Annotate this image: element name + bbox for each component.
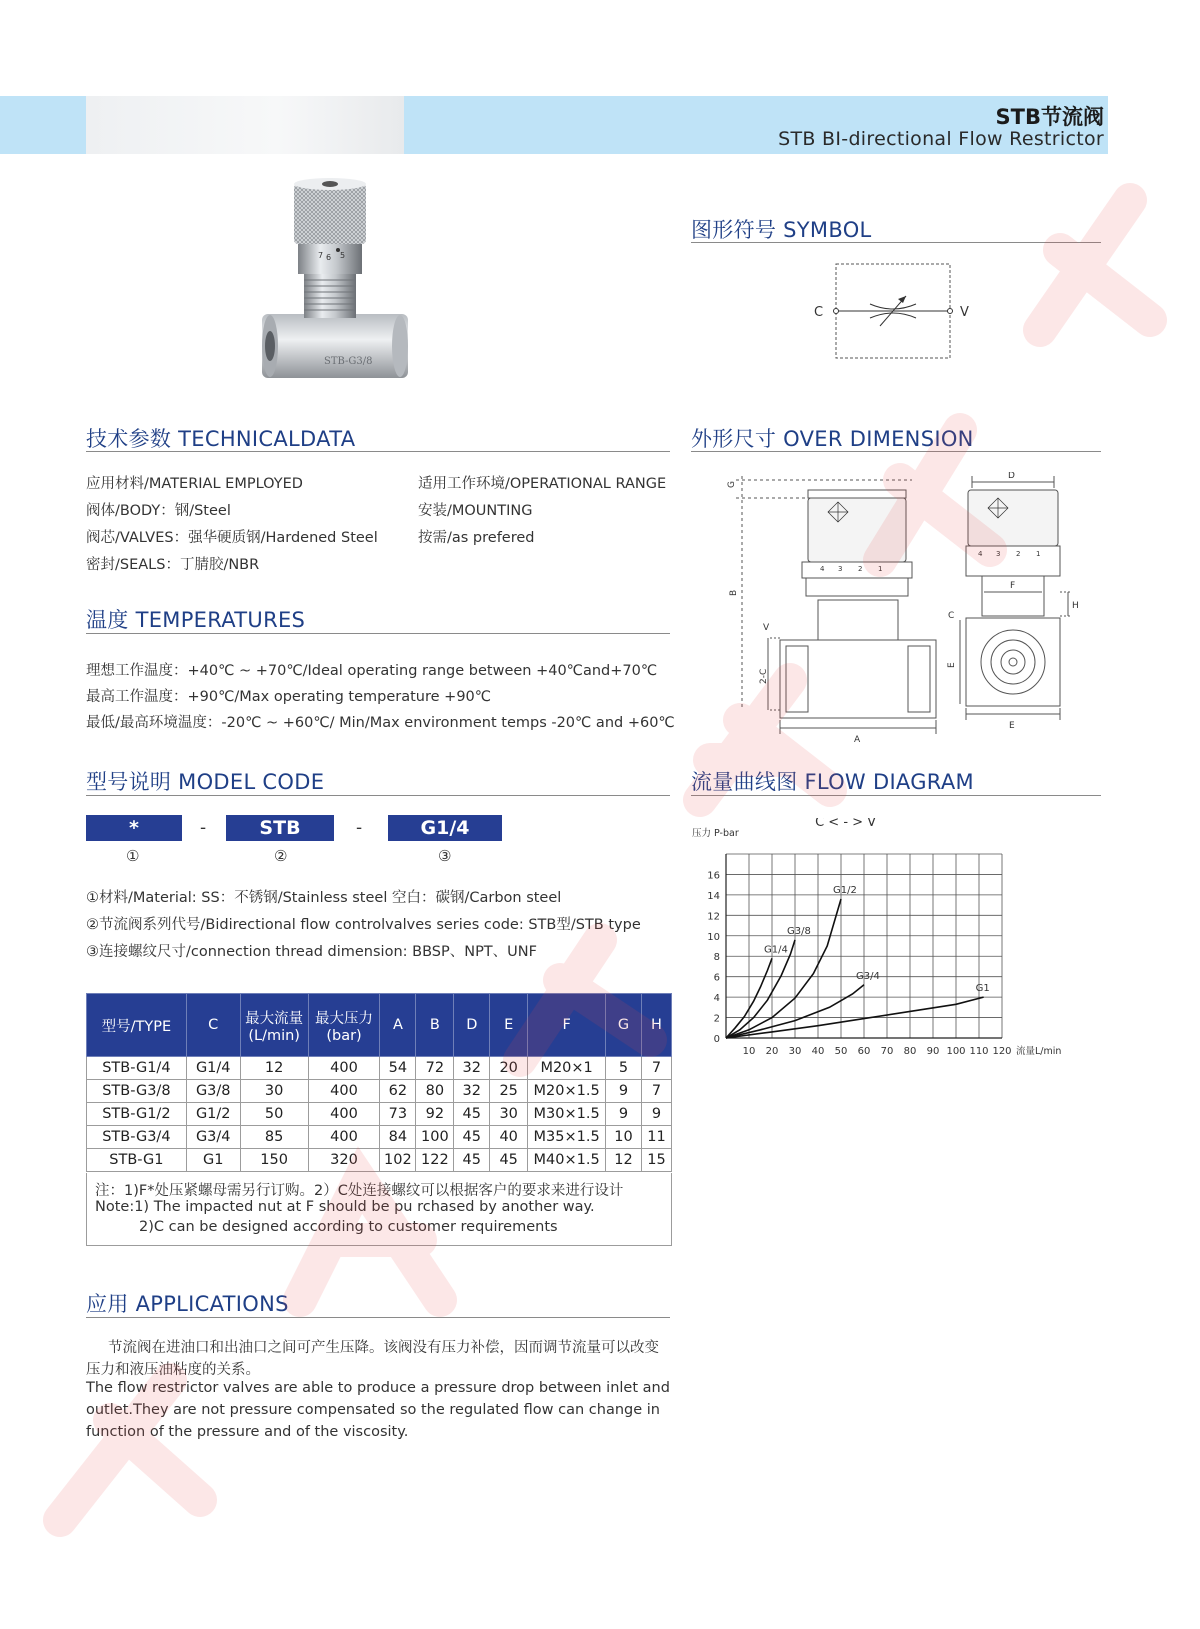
- col-header: F: [528, 994, 606, 1057]
- y-tick-label: 2: [713, 1013, 720, 1025]
- table-cell: 10: [606, 1126, 642, 1149]
- table-cell: 12: [606, 1149, 642, 1172]
- section-rule: [86, 633, 670, 634]
- col-header: 最大压力 (bar): [308, 994, 380, 1057]
- table-cell: 9: [606, 1103, 642, 1126]
- series-label: G3/4: [856, 970, 880, 982]
- tech-left-line: 密封/SEALS：丁腈胶/NBR: [86, 557, 260, 573]
- series-label: G3/8: [787, 925, 811, 937]
- dial-mark: 5: [340, 251, 346, 260]
- model-code-box-thread: G1/4: [388, 815, 502, 841]
- table-cell: 32: [454, 1080, 490, 1103]
- page-title-cn: STB节流阀: [995, 105, 1104, 129]
- tech-left-line: 阀芯/VALVES：强华硬质钢/Hardened Steel: [86, 530, 378, 546]
- model-code-separator: -: [200, 818, 207, 838]
- table-row: [87, 1103, 672, 1126]
- table-cell: STB-G3/8: [87, 1080, 187, 1103]
- temperatures-title: 温度 TEMPERATURES: [86, 608, 306, 632]
- section-rule: [691, 242, 1101, 243]
- table-cell: 400: [308, 1103, 380, 1126]
- table-cell: 400: [308, 1080, 380, 1103]
- table-cell: 102: [380, 1149, 416, 1172]
- model-code-separator: -: [356, 818, 363, 838]
- table-cell: M35×1.5: [528, 1126, 606, 1149]
- table-cell: 9: [641, 1103, 671, 1126]
- x-tick-label: 30: [788, 1046, 802, 1057]
- table-note-line: 2)C can be designed according to customer requirements: [139, 1219, 558, 1235]
- tech-left-line: 阀体/BODY：钢/Steel: [86, 503, 231, 519]
- table-cell: 320: [308, 1149, 380, 1172]
- table-note-line: Note:1) The impacted nut at F should be pu rchased by another way.: [95, 1199, 595, 1215]
- table-cell: 62: [380, 1080, 416, 1103]
- table-cell: 30: [240, 1080, 308, 1103]
- table-cell: M20×1.5: [528, 1080, 606, 1103]
- x-tick-label: 40: [811, 1046, 825, 1057]
- applications-cn-line: 压力和液压油粘度的关系。: [86, 1362, 260, 1378]
- table-cell: G3/4: [186, 1126, 240, 1149]
- dial-tick: 4: [820, 565, 825, 573]
- model-code-title: 型号说明 MODEL CODE: [86, 770, 325, 794]
- y-tick-label: 8: [713, 952, 720, 964]
- technical-title: 技术参数 TECHNICALDATA: [86, 427, 356, 451]
- x-tick-label: 90: [926, 1046, 940, 1057]
- x-tick-label: 110: [969, 1046, 989, 1057]
- x-tick-label: 50: [834, 1046, 848, 1057]
- table-cell: 15: [641, 1149, 671, 1172]
- col-header: C: [186, 994, 240, 1057]
- y-tick-label: 0: [713, 1034, 720, 1045]
- y-axis-label: 压力 P-bar: [692, 828, 739, 839]
- table-cell: 72: [416, 1057, 454, 1080]
- x-tick-label: 100: [946, 1046, 966, 1057]
- flow-diagram-title: 流量曲线图 FLOW DIAGRAM: [691, 770, 974, 794]
- x-axis-label: 流量L/min: [1016, 1046, 1062, 1057]
- dial-tick: 1: [878, 565, 883, 573]
- section-rule: [86, 795, 670, 796]
- y-tick-label: 16: [707, 870, 720, 882]
- dial-tick: 4: [978, 550, 983, 558]
- table-cell: 5: [606, 1057, 642, 1080]
- applications-cn-line: 节流阀在进油口和出油口之间可产生压降。该阀没有压力补偿，因而调节流量可以改变: [108, 1340, 659, 1356]
- spec-table: [86, 993, 672, 1172]
- y-tick-label: 12: [707, 911, 720, 923]
- dim-label-f: F: [1010, 581, 1016, 591]
- product-photo: [262, 178, 434, 390]
- table-cell: 80: [416, 1080, 454, 1103]
- y-tick-label: 14: [707, 890, 720, 902]
- dimension-drawing: [722, 472, 1102, 744]
- section-rule: [691, 451, 1101, 452]
- tech-right-line: 按需/as prefered: [418, 530, 535, 546]
- table-cell: STB-G1/2: [87, 1103, 187, 1126]
- table-cell: STB-G3/4: [87, 1126, 187, 1149]
- x-tick-label: 70: [880, 1046, 894, 1057]
- col-header: D: [454, 994, 490, 1057]
- table-cell: 12: [240, 1057, 308, 1080]
- table-cell: M20×1: [528, 1057, 606, 1080]
- table-cell: 122: [416, 1149, 454, 1172]
- chart-title: C < - > V: [815, 818, 877, 830]
- col-header: 型号/TYPE: [87, 994, 187, 1057]
- table-cell: G1/2: [186, 1103, 240, 1126]
- applications-en-line: The flow restrictor valves are able to produce a pressure drop between inlet and: [86, 1380, 670, 1396]
- series-label: G1/4: [764, 944, 788, 956]
- table-cell: G3/8: [186, 1080, 240, 1103]
- y-tick-label: 6: [713, 972, 720, 984]
- hydraulic-symbol: [808, 262, 978, 362]
- col-header: B: [416, 994, 454, 1057]
- model-code-number: ①: [126, 847, 140, 865]
- table-cell: 400: [308, 1057, 380, 1080]
- dial-tick: 2: [858, 565, 863, 573]
- col-header: E: [490, 994, 528, 1057]
- table-cell: 7: [641, 1080, 671, 1103]
- table-cell: 100: [416, 1126, 454, 1149]
- x-tick-label: 60: [857, 1046, 871, 1057]
- tech-right-line: 安装/MOUNTING: [418, 503, 533, 519]
- section-rule: [86, 1317, 670, 1318]
- flow-chart: [690, 818, 1110, 1098]
- table-cell: 45: [454, 1126, 490, 1149]
- table-cell: 30: [490, 1103, 528, 1126]
- dim-label-e-bottom: E: [1009, 721, 1015, 731]
- table-cell: STB-G1/4: [87, 1057, 187, 1080]
- dim-label-g: G: [727, 481, 737, 488]
- temperature-line: 最高工作温度：+90℃/Max operating temperature +90℃: [86, 689, 492, 705]
- table-cell: 45: [454, 1149, 490, 1172]
- model-code-note: ③连接螺纹尺寸/connection thread dimension: BBSP、NPT、UNF: [86, 944, 537, 960]
- dial-tick: 2: [1016, 550, 1021, 558]
- table-cell: 150: [240, 1149, 308, 1172]
- y-tick-label: 10: [707, 931, 720, 943]
- dim-label-b: B: [729, 589, 739, 596]
- dial-tick: 1: [1036, 550, 1041, 558]
- table-cell: 7: [641, 1057, 671, 1080]
- temperature-line: 最低/最高环境温度：-20℃ ~ +60℃/ Min/Max environment temps -20℃ and +60℃: [86, 715, 675, 731]
- table-cell: G1: [186, 1149, 240, 1172]
- section-rule: [691, 795, 1101, 796]
- applications-en-line: outlet.They are not pressure compensated so the regulated flow can change in: [86, 1402, 660, 1418]
- table-header-row: [87, 994, 672, 1057]
- dial-mark: 7: [318, 251, 324, 260]
- port-label-c: C: [814, 305, 824, 320]
- table-note-line: 注：1)F*处压紧螺母需另行订购。2）C处连接螺纹可以根据客户的要求来进行设计: [95, 1183, 624, 1199]
- dim-label-h: H: [1072, 601, 1079, 611]
- applications-title: 应用 APPLICATIONS: [86, 1292, 289, 1316]
- dim-label-e-side: E: [947, 662, 957, 668]
- temperature-line: 理想工作温度：+40℃ ~ +70℃/Ideal operating range between +40℃and+70℃: [86, 663, 658, 679]
- col-header: G: [606, 994, 642, 1057]
- dim-label-v: V: [763, 623, 770, 633]
- col-header: 最大流量 (L/min): [240, 994, 308, 1057]
- dial-tick: 3: [838, 565, 843, 573]
- dial-tick: 3: [996, 550, 1001, 558]
- symbol-title: 图形符号 SYMBOL: [691, 218, 872, 242]
- x-tick-label: 10: [742, 1046, 756, 1057]
- table-cell: STB-G1: [87, 1149, 187, 1172]
- model-code-number: ②: [274, 847, 288, 865]
- table-cell: 45: [454, 1103, 490, 1126]
- table-cell: 84: [380, 1126, 416, 1149]
- dimension-title: 外形尺寸 OVER DIMENSION: [691, 427, 974, 451]
- table-row: [87, 1126, 672, 1149]
- dim-label-c: C: [948, 611, 955, 621]
- series-label: G1: [975, 983, 990, 995]
- dim-label-a: A: [854, 735, 861, 744]
- table-note-box: [86, 1173, 672, 1246]
- tech-right-line: 适用工作环境/OPERATIONAL RANGE: [418, 476, 667, 492]
- table-cell: 20: [490, 1057, 528, 1080]
- y-tick-label: 4: [713, 993, 720, 1005]
- table-cell: 50: [240, 1103, 308, 1126]
- table-cell: M30×1.5: [528, 1103, 606, 1126]
- dim-label-d: D: [1008, 472, 1015, 481]
- table-cell: 40: [490, 1126, 528, 1149]
- dim-label-2c: 2-C: [759, 668, 769, 684]
- series-label: G1/2: [833, 884, 857, 896]
- table-cell: 11: [641, 1126, 671, 1149]
- table-row: [87, 1080, 672, 1103]
- x-tick-label: 20: [765, 1046, 779, 1057]
- table-cell: 73: [380, 1103, 416, 1126]
- table-cell: G1/4: [186, 1057, 240, 1080]
- table-cell: 32: [454, 1057, 490, 1080]
- table-cell: M40×1.5: [528, 1149, 606, 1172]
- model-code-box-material: *: [86, 815, 182, 841]
- table-cell: 400: [308, 1126, 380, 1149]
- table-cell: 92: [416, 1103, 454, 1126]
- table-cell: 54: [380, 1057, 416, 1080]
- port-label-v: V: [960, 305, 969, 320]
- model-code-note: ①材料/Material: SS：不锈钢/Stainless steel 空白：碳钢/Carbon steel: [86, 890, 562, 906]
- col-header: H: [641, 994, 671, 1057]
- table-row: [87, 1057, 672, 1080]
- table-cell: 45: [490, 1149, 528, 1172]
- table-cell: 85: [240, 1126, 308, 1149]
- header-photo-strip: [86, 96, 404, 154]
- model-code-box-series: STB: [226, 815, 334, 841]
- model-code-note: ②节流阀系列代号/Bidirectional flow controlvalves series code: STB型/STB type: [86, 917, 641, 933]
- section-rule: [86, 451, 670, 452]
- x-tick-label: 80: [903, 1046, 917, 1057]
- applications-en-line: function of the pressure and of the viscosity.: [86, 1424, 409, 1440]
- table-row: [87, 1149, 672, 1172]
- table-cell: 25: [490, 1080, 528, 1103]
- tech-left-line: 应用材料/MATERIAL EMPLOYED: [86, 476, 303, 492]
- dial-mark: 6: [326, 253, 332, 262]
- table-cell: 9: [606, 1080, 642, 1103]
- col-header: A: [380, 994, 416, 1057]
- page-title-en: STB BI-directional Flow Restrictor: [778, 128, 1104, 150]
- body-engraving: STB-G3/8: [324, 356, 373, 367]
- x-tick-label: 120: [992, 1046, 1012, 1057]
- model-code-number: ③: [438, 847, 452, 865]
